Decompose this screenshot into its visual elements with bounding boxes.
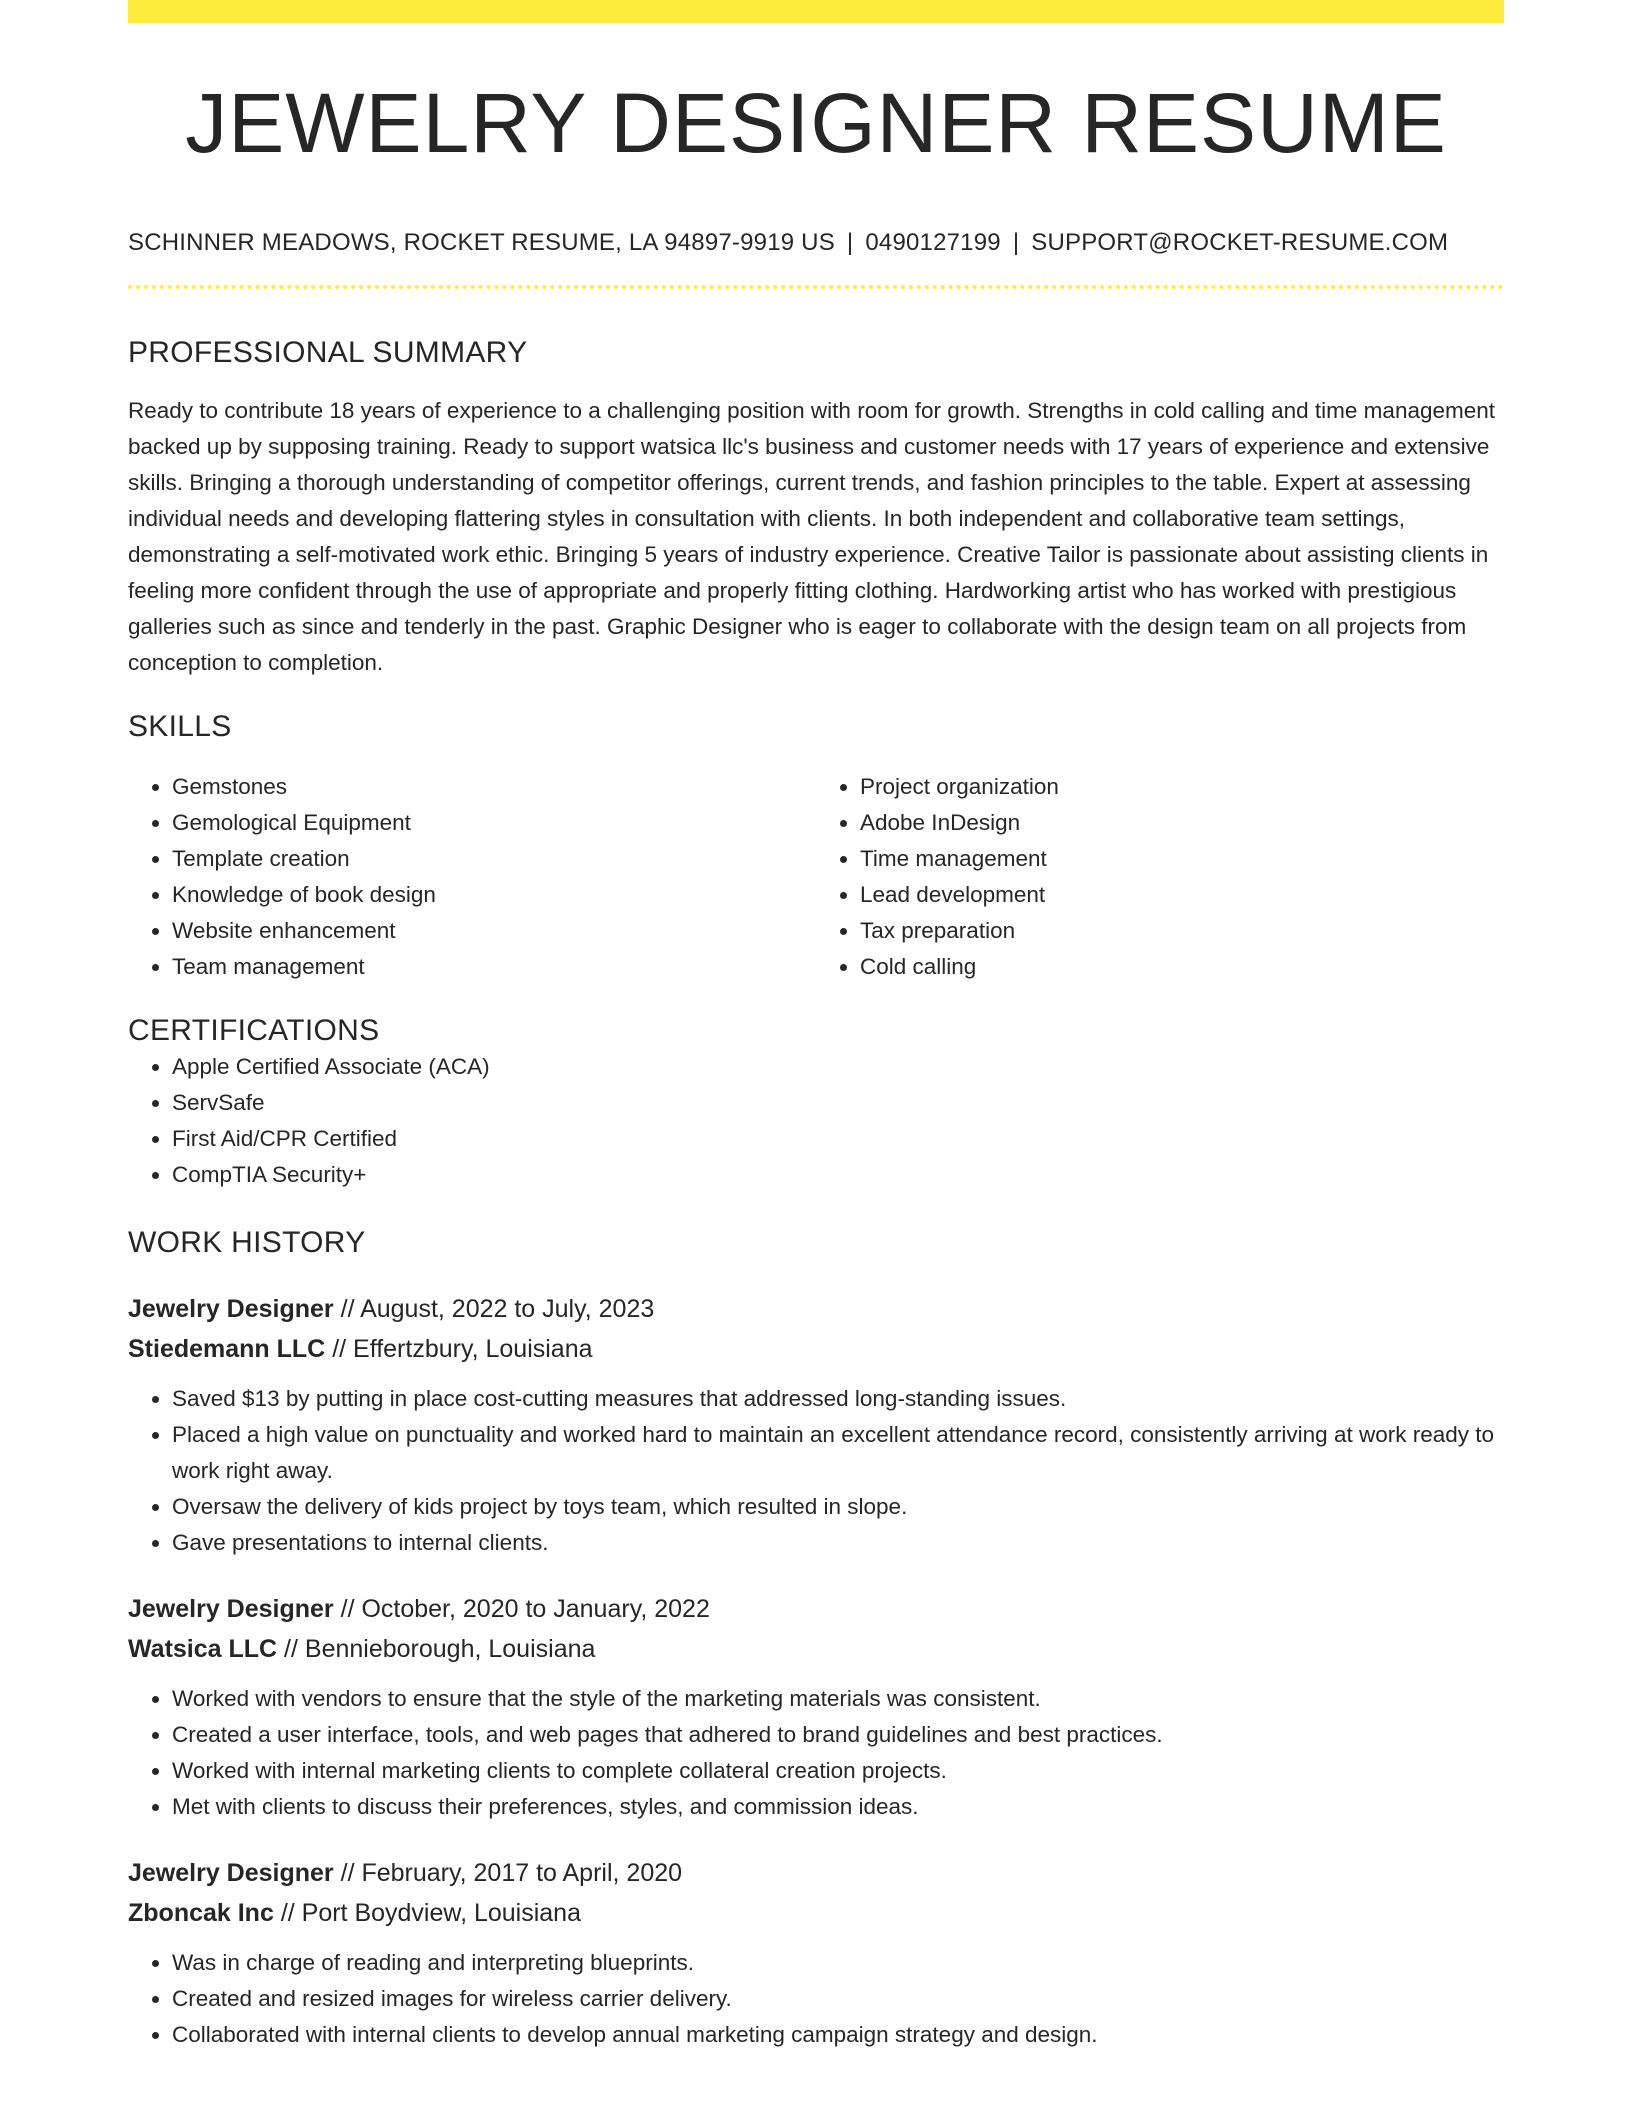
job-bullets [128, 1945, 1504, 2053]
certification-item: • ServSafe [172, 1085, 1504, 1121]
certification-item: • CompTIA Security+ [172, 1157, 1504, 1193]
contact-line [128, 229, 1504, 261]
job-bullets [128, 1381, 1504, 1561]
contact-email: SUPPORT@ROCKET-RESUME.COM [1031, 229, 1449, 256]
job-bullet: • Gave presentations to internal clients. [172, 1525, 1504, 1561]
job-company-line [128, 1329, 1504, 1369]
skill-item: • Cold calling [860, 949, 1504, 985]
summary-text: Ready to contribute 18 years of experience to a challenging position with room for growth. Strengths in cold calling and time management backed up by supposing training. Ready to support watsica llc's business and customer needs with 17 years of experience and extensive skills. Bringing a thorough understanding of competitor offerings, current trends, and fashion principles to the table. Expert at assessing individual needs and developing flattering styles in consultation with clients. In both independent and collaborative team settings, demonstrating a self-motivated work ethic. Bringing 5 years of industry experience. Creative Tailor is passionate about assisting clients in feeling more confident through the use of appropriate and properly fitting clothing. Hardworking artist who has worked with prestigious galleries such as since and tenderly in the past. Graphic Designer who is eager to collaborate with the design team on all projects from conception to completion. [128, 398, 1496, 675]
job-bullet: • Was in charge of reading and interpreting blueprints. [172, 1945, 1504, 1981]
job-dates: // October, 2020 to January, 2022 [333, 1595, 710, 1623]
job-location: // Effertzbury, Louisiana [325, 1335, 593, 1363]
skill-item: • Tax preparation [860, 913, 1504, 949]
job-role-line [128, 1289, 1504, 1329]
skill-item: • Template creation [172, 841, 816, 877]
job-bullet: • Worked with internal marketing clients to complete collateral creation projects. [172, 1753, 1504, 1789]
job-bullet: • Created and resized images for wireless carrier delivery. [172, 1981, 1504, 2017]
job-bullets [128, 1681, 1504, 1825]
job-company-line [128, 1893, 1504, 1933]
job-location: // Port Boydview, Louisiana [273, 1899, 581, 1927]
job-company: Stiedemann LLC [128, 1335, 326, 1363]
job-location: // Bennieborough, Louisiana [277, 1635, 596, 1663]
skill-item: • Time management [860, 841, 1504, 877]
job-company-line [128, 1629, 1504, 1669]
accent-top-bar [128, 0, 1504, 23]
job-entry [128, 1589, 1504, 1825]
skill-item: • Website enhancement [172, 913, 816, 949]
skills-heading: SKILLS [128, 710, 232, 743]
job-company: Watsica LLC [128, 1635, 278, 1663]
job-bullet: • Oversaw the delivery of kids project by toys team, which resulted in slope. [172, 1489, 1504, 1525]
job-bullet: • Worked with vendors to ensure that the style of the marketing materials was consistent. [172, 1681, 1504, 1717]
skill-item: • Lead development [860, 877, 1504, 913]
skill-item: • Project organization [860, 769, 1504, 805]
skills-list-left [128, 769, 816, 985]
job-entry [128, 1853, 1504, 2053]
dotted-divider [128, 285, 1504, 289]
job-role: Jewelry Designer [128, 1595, 334, 1623]
certification-item: • First Aid/CPR Certified [172, 1121, 1504, 1157]
job-dates: // August, 2022 to July, 2023 [333, 1295, 655, 1323]
contact-separator: | [846, 229, 854, 256]
resume-title: JEWELRY DESIGNER RESUME [185, 76, 1447, 170]
job-role: Jewelry Designer [128, 1295, 334, 1323]
skill-item: • Knowledge of book design [172, 877, 816, 913]
work-history-heading: WORK HISTORY [128, 1226, 366, 1259]
resume-page [128, 0, 1504, 2053]
certification-item: • Apple Certified Associate (ACA) [172, 1049, 1504, 1085]
contact-phone: 0490127199 [865, 229, 1001, 256]
summary-heading: PROFESSIONAL SUMMARY [128, 336, 528, 369]
job-bullet: • Placed a high value on punctuality and worked hard to maintain an excellent attendance record, consistently arriving at work ready to work right away. [172, 1417, 1504, 1489]
certifications-heading: CERTIFICATIONS [128, 1014, 380, 1047]
job-role-line [128, 1853, 1504, 1893]
skill-item: • Gemstones [172, 769, 816, 805]
job-dates: // February, 2017 to April, 2020 [333, 1859, 683, 1887]
skills-list-right [816, 769, 1504, 985]
skill-item: • Gemological Equipment [172, 805, 816, 841]
skill-item: • Adobe InDesign [860, 805, 1504, 841]
certifications-list [128, 1049, 1504, 1193]
job-company: Zboncak Inc [128, 1899, 274, 1927]
job-bullet: • Collaborated with internal clients to develop annual marketing campaign strategy and design. [172, 2017, 1504, 2053]
skills-columns [128, 769, 1504, 985]
job-bullet: • Saved $13 by putting in place cost-cutting measures that addressed long-standing issues. [172, 1381, 1504, 1417]
job-role: Jewelry Designer [128, 1859, 334, 1887]
skill-item: • Team management [172, 949, 816, 985]
contact-address: SCHINNER MEADOWS, ROCKET RESUME, LA 94897-9919 US [128, 229, 835, 256]
job-role-line [128, 1589, 1504, 1629]
job-bullet: • Met with clients to discuss their preferences, styles, and commission ideas. [172, 1789, 1504, 1825]
job-bullet: • Created a user interface, tools, and web pages that adhered to brand guidelines and best practices. [172, 1717, 1504, 1753]
contact-separator: | [1012, 229, 1020, 256]
job-entry [128, 1289, 1504, 1561]
